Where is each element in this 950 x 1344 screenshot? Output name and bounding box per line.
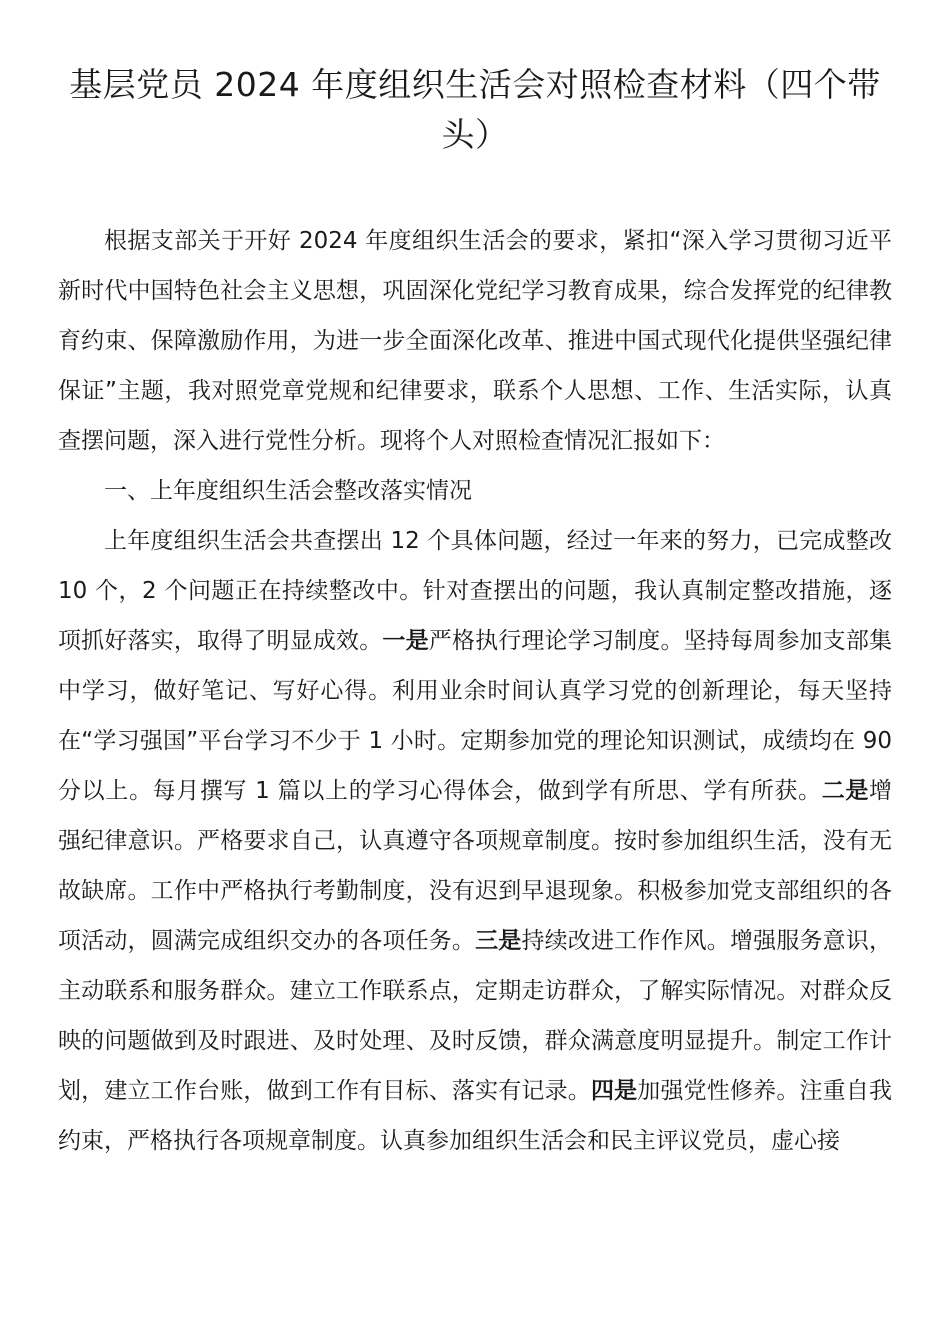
item-lead-2: 二是 bbox=[821, 778, 870, 804]
item-text-3: 持续改进工作作风。增强服务意识，主动联系和服务群众。建立工作联系点，定期走访群众，了解实际情况。对群众反映的问题做到及时跟进、及时处理、及时反馈，群众满意度明显提升。制定工作计划，建立工作台账，做到工作有目标、落实有记录。 bbox=[58, 928, 893, 1104]
document-title: 基层党员 2024 年度组织生活会对照检查材料（四个带头） bbox=[69, 65, 881, 154]
rectification-opening: 上年度组织生活会共查摆出 12 个具体问题，经过一年来的努力，已完成整改 10 个，2 个问题正在持续整改中。针对查摆出的问题，我认真制定整改措施，逐项抓好落实，取得了明显成效。 bbox=[58, 528, 892, 654]
section-heading: 一、上年度组织生活会整改落实情况 bbox=[104, 478, 472, 504]
rectification-paragraph bbox=[58, 516, 892, 1166]
item-lead-3: 三是 bbox=[475, 928, 522, 954]
item-text-2: 增强纪律意识。严格要求自己，认真遵守各项规章制度。按时参加组织生活，没有无故缺席。工作中严格执行考勤制度，没有迟到早退现象。积极参加党支部组织的各项活动，圆满完成组织交办的各项任务。 bbox=[58, 778, 893, 954]
item-lead-1: 一是 bbox=[382, 628, 429, 654]
intro-paragraph: 根据支部关于开好 2024 年度组织生活会的要求，紧扣“深入学习贯彻习近平新时代中国特色社会主义思想，巩固深化党纪学习教育成果，综合发挥党的纪律教育约束、保障激励作用，为进一步全面深化改革、推进中国式现代化提供坚强纪律保证”主题，我对照党章党规和纪律要求，联系个人思想、工作、生活实际，认真查摆问题，深入进行党性分析。现将个人对照检查情况汇报如下： bbox=[58, 228, 892, 454]
item-lead-4: 四是 bbox=[590, 1078, 638, 1104]
item-text-4: 加强党性修养。注重自我约束，严格执行各项规章制度。认真参加组织生活会和民主评议党员，虚心接 bbox=[58, 1078, 893, 1154]
document-body bbox=[58, 216, 892, 1166]
item-text-1: 严格执行理论学习制度。坚持每周参加支部集中学习，做好笔记、写好心得。利用业余时间认真学习党的创新理论，每天坚持在“学习强国”平台学习不少于 1 小时。定期参加党的理论知识测试，成绩均在 90 分以上。每月撰写 1 篇以上的学习心得体会，做到学有所思、学有所获。 bbox=[58, 628, 893, 804]
